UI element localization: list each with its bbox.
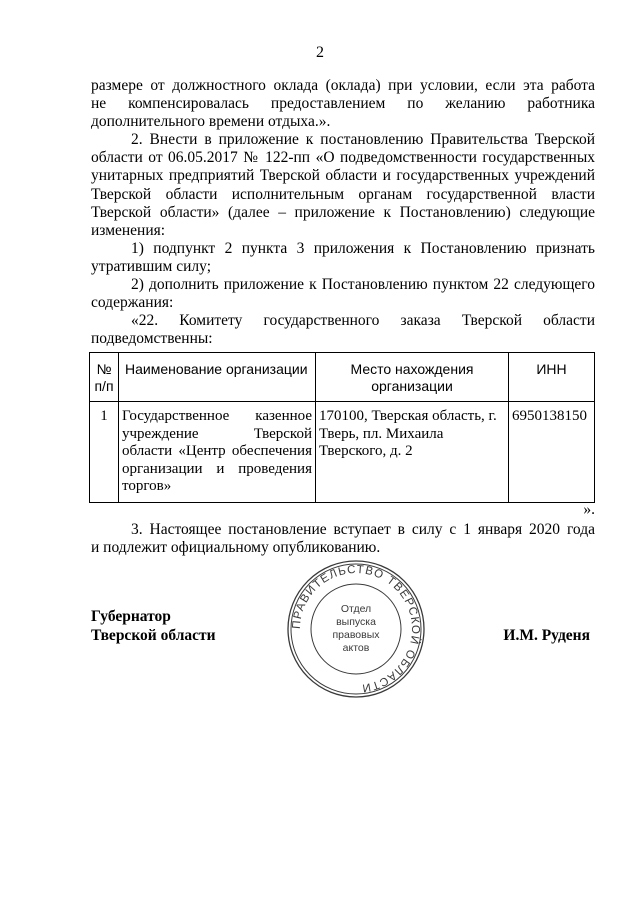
- cell-num: 1: [90, 402, 119, 503]
- header-name: Наименование организации: [119, 353, 316, 402]
- text-line: Тверской области исполнительным органам государственной власти: [91, 185, 595, 203]
- signer-name: И.М. Руденя: [503, 627, 590, 644]
- text-line: области от 06.05.2017 № 122-пп «О подведомственности государственных: [91, 149, 595, 167]
- text-line: Тверской области: [91, 626, 216, 644]
- text-line: утратившим силу;: [91, 258, 212, 276]
- text-line: подведомственны:: [91, 330, 213, 348]
- official-stamp: [285, 558, 427, 700]
- stamp-line: Отдел: [340, 603, 372, 615]
- text-line: 3. Настоящее постановление вступает в силу с 1 января 2020 года: [131, 521, 595, 538]
- text-line: 1) подпункт 2 пункта 3 приложения к Постановлению признать: [131, 240, 595, 257]
- cell-inn: 6950138150: [509, 402, 595, 503]
- table-closing-quote: ».: [583, 501, 595, 518]
- text-line: содержания:: [91, 294, 174, 312]
- stamp-ring-text: ПРАВИТЕЛЬСТВО ТВЕРСКОЙ ОБЛАСТИ: [290, 563, 422, 694]
- header-inn: ИНН: [509, 353, 595, 402]
- text-line: 2) дополнить приложение к Постановлению пунктом 22 следующего: [131, 276, 595, 293]
- table-header-row: [90, 353, 595, 402]
- paragraph-continuation: [91, 77, 595, 132]
- text-line: Тверской области» (далее – приложение к Постановлению) следующие: [91, 203, 595, 221]
- organizations-table: [89, 352, 595, 503]
- stamp-line: правовых: [332, 629, 380, 641]
- text-line: не компенсировалась предоставлением по желанию работника: [91, 95, 595, 113]
- cell-name: Государственное казенное учреждение Тверской области «Центр обеспечения организации и проведения торгов»: [119, 402, 316, 503]
- text-line: 2. Внести в приложение к постановлению Правительства Тверской: [131, 131, 595, 148]
- page-number: 2: [316, 44, 324, 61]
- table-row: [90, 402, 595, 503]
- text-line: Губернатор: [91, 608, 171, 625]
- header-location: Место нахождения организации: [316, 353, 509, 402]
- subitem-2: [91, 276, 595, 312]
- paragraph-item-3: [91, 521, 595, 557]
- item-22-intro: [91, 312, 595, 348]
- signer-title: [91, 608, 216, 645]
- text-line: изменения:: [91, 222, 166, 240]
- cell-location: 170100, Тверская область, г. Тверь, пл. Михаила Тверского, д. 2: [316, 402, 509, 503]
- text-line: «22. Комитету государственного заказа Тверской области: [131, 312, 595, 329]
- text-line: и подлежит официальному опубликованию.: [91, 539, 381, 557]
- text-line: унитарных предприятий Тверской области и государственных учреждений: [91, 167, 595, 185]
- text-line: дополнительного времени отдыха.».: [91, 113, 331, 131]
- text-line: размере от должностного оклада (оклада) при условии, если эта работа: [91, 77, 595, 94]
- stamp-line: выпуска: [336, 616, 376, 628]
- subitem-1: [91, 240, 595, 276]
- header-num: № п/п: [90, 353, 119, 402]
- paragraph-item-2: [91, 131, 595, 240]
- stamp-line: актов: [342, 642, 370, 654]
